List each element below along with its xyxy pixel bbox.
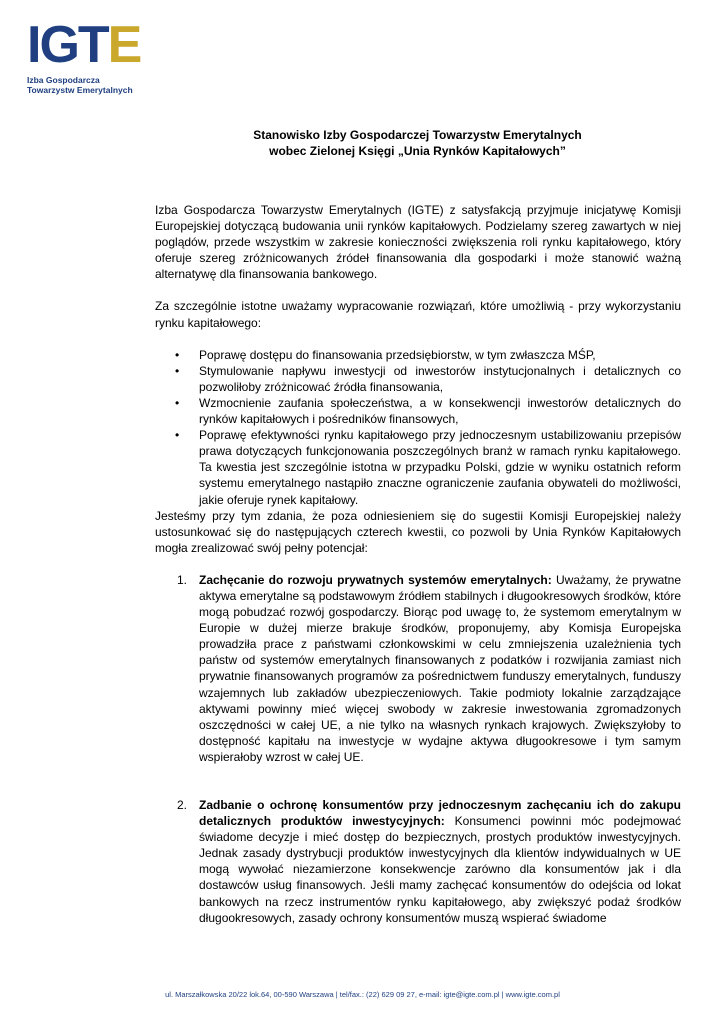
item-text: Uważamy, że prywatne aktywa emerytalne są podstawowym źródłem stabilnych i długookresowych środków, które mogą pobudzać rozwój gospodarczy. Biorąc pod uwagę to, że systemom emerytalnym w Europie w dużej mierze brakuje środków, proponujemy, aby Komisja Europejska prowadziła prace z państwami członkowskimi w celu zmniejszenia uzależnienia tych państw od systemów emerytalnych finansowanych z podatków i rozwijania zamiast nich prywatnie finansowanych programów za pośrednictwem funduszy emerytalnych, funduszy wzajemnych lub zakładów ubezpieczeniowych. Takie podmioty lokalnie zarządzające aktywami powinny mieć więcej swobody w zakresie inwestowania zgromadzonych oszczędności w całej UE, a nie tylko na własnych rynkach krajowych. Zwiększyłoby to dostępność kapitału na inwestycje w wydajne aktywa długookresowe i tym samym wspierałoby wzrost w całej UE.	[199, 572, 681, 764]
item-number: 2.	[177, 798, 188, 812]
document-body	[155, 202, 681, 926]
bullet-marker: •	[175, 363, 180, 378]
footer-contact: ul. Marszałkowska 20/22 lok.64, 00-590 Warszawa | tel/fax.: (22) 629 09 27, e-mail: igte@igte.com.pl | www.igte.com.pl	[165, 990, 560, 999]
igte-logo	[27, 16, 141, 95]
priorities-list	[155, 347, 681, 508]
logo-mark-gold: E	[107, 16, 141, 74]
numbered-item	[155, 797, 681, 926]
item-number: 1.	[177, 572, 188, 587]
bullet-marker: •	[175, 347, 180, 362]
list-item	[155, 363, 681, 395]
numbered-item	[155, 572, 681, 765]
title-line1: Stanowisko Izby Gospodarczej Towarzystw Emerytalnych	[253, 128, 582, 142]
issues-list	[155, 572, 681, 926]
list-item-text: Stymulowanie napływu inwestycji od inwestorów instytucjonalnych i detalicznych co pozwoliłoby zróżnicować źródła finansowania,	[199, 363, 681, 394]
item-text: Konsumenci powinni móc podejmować świadome decyzje i mieć dostęp do bezpiecznych, prostych produktów inwestycyjnych. Jednak zasady dystrybucji produktów inwestycyjnych dla klientów indywidualnych w UE mogą wywołać niezamierzone konsekwencje zarówno dla konsumentów jak i dla dostawców usług finansowych. Jeśli mamy zachęcać konsumentów do odejścia od lokat bankowych na rzecz instrumentów rynku kapitałowego, aby zwiększyć podaż środków długookresowych, zasady ochrony konsumentów muszą wspierać świadome	[199, 814, 682, 925]
issues-intro-paragraph: Jesteśmy przy tym zdania, że poza odniesieniem się do sugestii Komisji Europejskiej należy ustosunkować się do następujących czterech kwestii, co pozwoli by Unia Rynków Kapitałowych mogła zrealizować swój pełny potencjał:	[155, 508, 681, 555]
logo-subtitle-line1: Izba Gospodarcza	[27, 75, 100, 85]
item-heading: Zadbanie o ochronę konsumentów przy jednoczesnym zachęcaniu ich do zakupu detalicznych produktów inwestycyjnych:	[199, 798, 681, 829]
logo-mark-blue: IGT	[27, 16, 108, 74]
list-item-text: Poprawę dostępu do finansowania przedsiębiorstw, w tym zwłaszcza MŚP,	[199, 347, 596, 362]
intro-paragraph: Izba Gospodarcza Towarzystw Emerytalnych (IGTE) z satysfakcją przyjmuje inicjatywę Komisji Europejskiej dotyczącą budowania unii rynków kapitałowych. Podzielamy szereg zawartych w niej poglądów, przede wszystkim w zakresie konieczności zwiększenia roli rynku kapitałowego, który oferuje szereg zróżnicowanych źródeł finansowania dla gospodarki i może stanowić ważną alternatywę dla finansowania bankowego.	[155, 203, 681, 282]
bullet-marker: •	[175, 395, 180, 410]
list-item	[155, 395, 681, 427]
igte-logo-mark	[27, 16, 141, 74]
document-title	[150, 127, 685, 159]
logo-subtitle-line2: Towarzystw Emerytalnych	[27, 85, 133, 95]
priorities-paragraph: Za szczególnie istotne uważamy wypracowanie rozwiązań, które umożliwią - przy wykorzystaniu rynku kapitałowego:	[155, 299, 681, 330]
item-heading: Zachęcanie do rozwoju prywatnych systemów emerytalnych:	[199, 572, 552, 587]
list-item-text: Wzmocnienie zaufania społeczeństwa, a w konsekwencji inwestorów detalicznych do rynków kapitałowych i pośredników finansowych,	[199, 395, 681, 427]
logo-subtitle	[27, 75, 137, 95]
bullet-marker: •	[175, 428, 180, 443]
list-item	[155, 347, 681, 363]
title-line2: wobec Zielonej Księgi „Unia Rynków Kapitałowych”	[269, 144, 566, 158]
list-item	[155, 427, 681, 507]
list-item-text: Poprawę efektywności rynku kapitałowego przy jednoczesnym ustabilizowaniu przepisów prawa dotyczących funkcjonowania poszczególnych branż w ramach rynku kapitałowego. Ta kwestia jest szczególnie istotna w przypadku Polski, gdzie w wyniku ostatnich reform systemu emerytalnego nastąpiło znaczne ograniczenie zaufania obywateli do możliwości, jakie oferuje rynek kapitałowy.	[199, 428, 681, 507]
